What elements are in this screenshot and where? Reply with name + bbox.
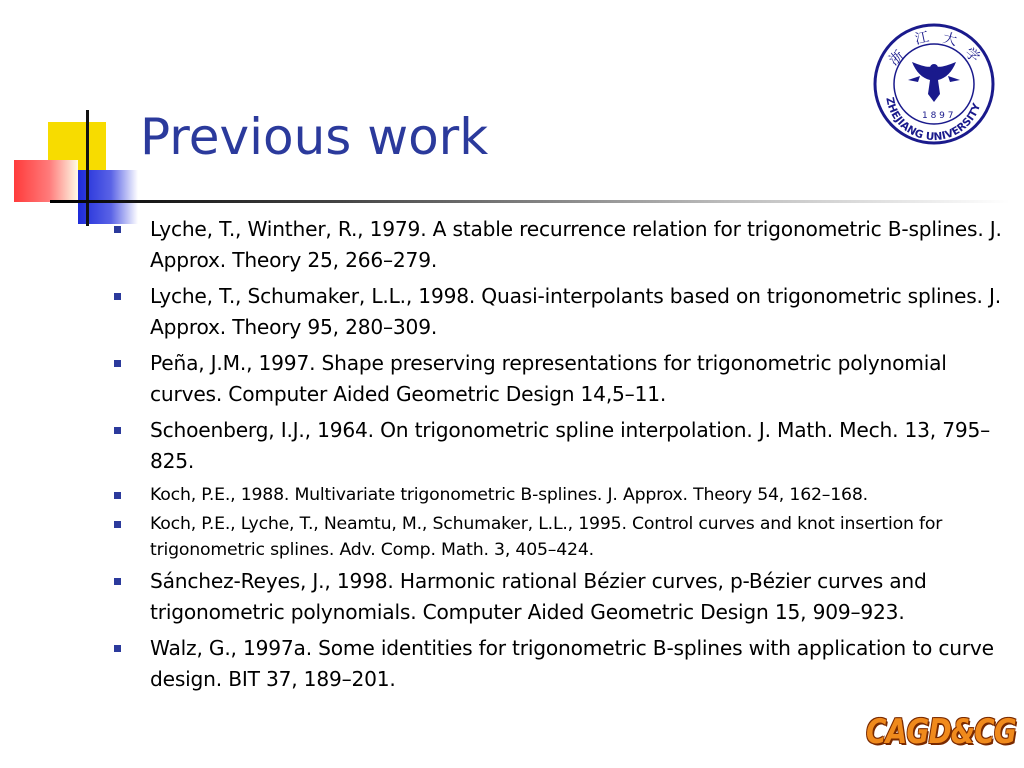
reference-item <box>112 482 1017 508</box>
reference-item <box>112 348 1017 410</box>
reference-item <box>112 281 1017 343</box>
reference-text: Schoenberg, I.J., 1964. On trigonometric spline interpolation. J. Math. Mech. 13, 795–825. <box>150 418 991 473</box>
svg-text:ZHEJIANG UNIVERSITY: ZHEJIANG UNIVERSITY <box>883 96 984 144</box>
reference-text: Sánchez-Reyes, J., 1998. Harmonic rational Bézier curves, p-Bézier curves and trigonometric polynomials. Computer Aided Geometric Design 15, 909–923. <box>150 569 927 624</box>
bullet-square-icon <box>114 645 121 652</box>
title-underline <box>50 200 1010 203</box>
bullet-square-icon <box>114 427 121 434</box>
reference-item <box>112 415 1017 477</box>
svg-text:大: 大 <box>941 30 959 50</box>
zhejiang-university-logo <box>872 22 996 146</box>
reference-text: Peña, J.M., 1997. Shape preserving representations for trigonometric polynomial curves. Computer Aided Geometric Design 14,5–11. <box>150 351 947 406</box>
reference-item <box>112 633 1017 695</box>
bullet-square-icon <box>114 521 121 528</box>
svg-text:学: 学 <box>961 44 983 67</box>
svg-text:江: 江 <box>913 29 931 48</box>
svg-text:1 8 9 7: 1 8 9 7 <box>922 111 954 121</box>
reference-item <box>112 566 1017 628</box>
reference-list <box>112 214 1017 700</box>
bullet-square-icon <box>114 492 121 499</box>
reference-text: Lyche, T., Winther, R., 1979. A stable recurrence relation for trigonometric B-splines. J. Approx. Theory 25, 266–279. <box>150 217 1002 272</box>
svg-text:浙: 浙 <box>886 47 908 70</box>
reference-text: Koch, P.E., Lyche, T., Neamtu, M., Schumaker, L.L., 1995. Control curves and knot insertion for trigonometric splines. Adv. Comp. Math. 3, 405–424. <box>150 514 943 560</box>
reference-text: Koch, P.E., 1988. Multivariate trigonometric B-splines. J. Approx. Theory 54, 162–168. <box>150 485 868 505</box>
reference-item <box>112 214 1017 276</box>
bullet-square-icon <box>114 293 121 300</box>
reference-text: Walz, G., 1997a. Some identities for trigonometric B-splines with application to curve design. BIT 37, 189–201. <box>150 636 994 691</box>
reference-item <box>112 511 1017 563</box>
slide-title: Previous work <box>140 108 489 166</box>
bullet-square-icon <box>114 226 121 233</box>
decorative-vertical-line <box>86 110 89 226</box>
bullet-square-icon <box>114 360 121 367</box>
reference-text: Lyche, T., Schumaker, L.L., 1998. Quasi-interpolants based on trigonometric splines. J. Approx. Theory 95, 280–309. <box>150 284 1001 339</box>
cagd-cg-watermark: CAGD&CG <box>866 712 1016 752</box>
bullet-square-icon <box>114 578 121 585</box>
decorative-red-block <box>14 160 78 202</box>
